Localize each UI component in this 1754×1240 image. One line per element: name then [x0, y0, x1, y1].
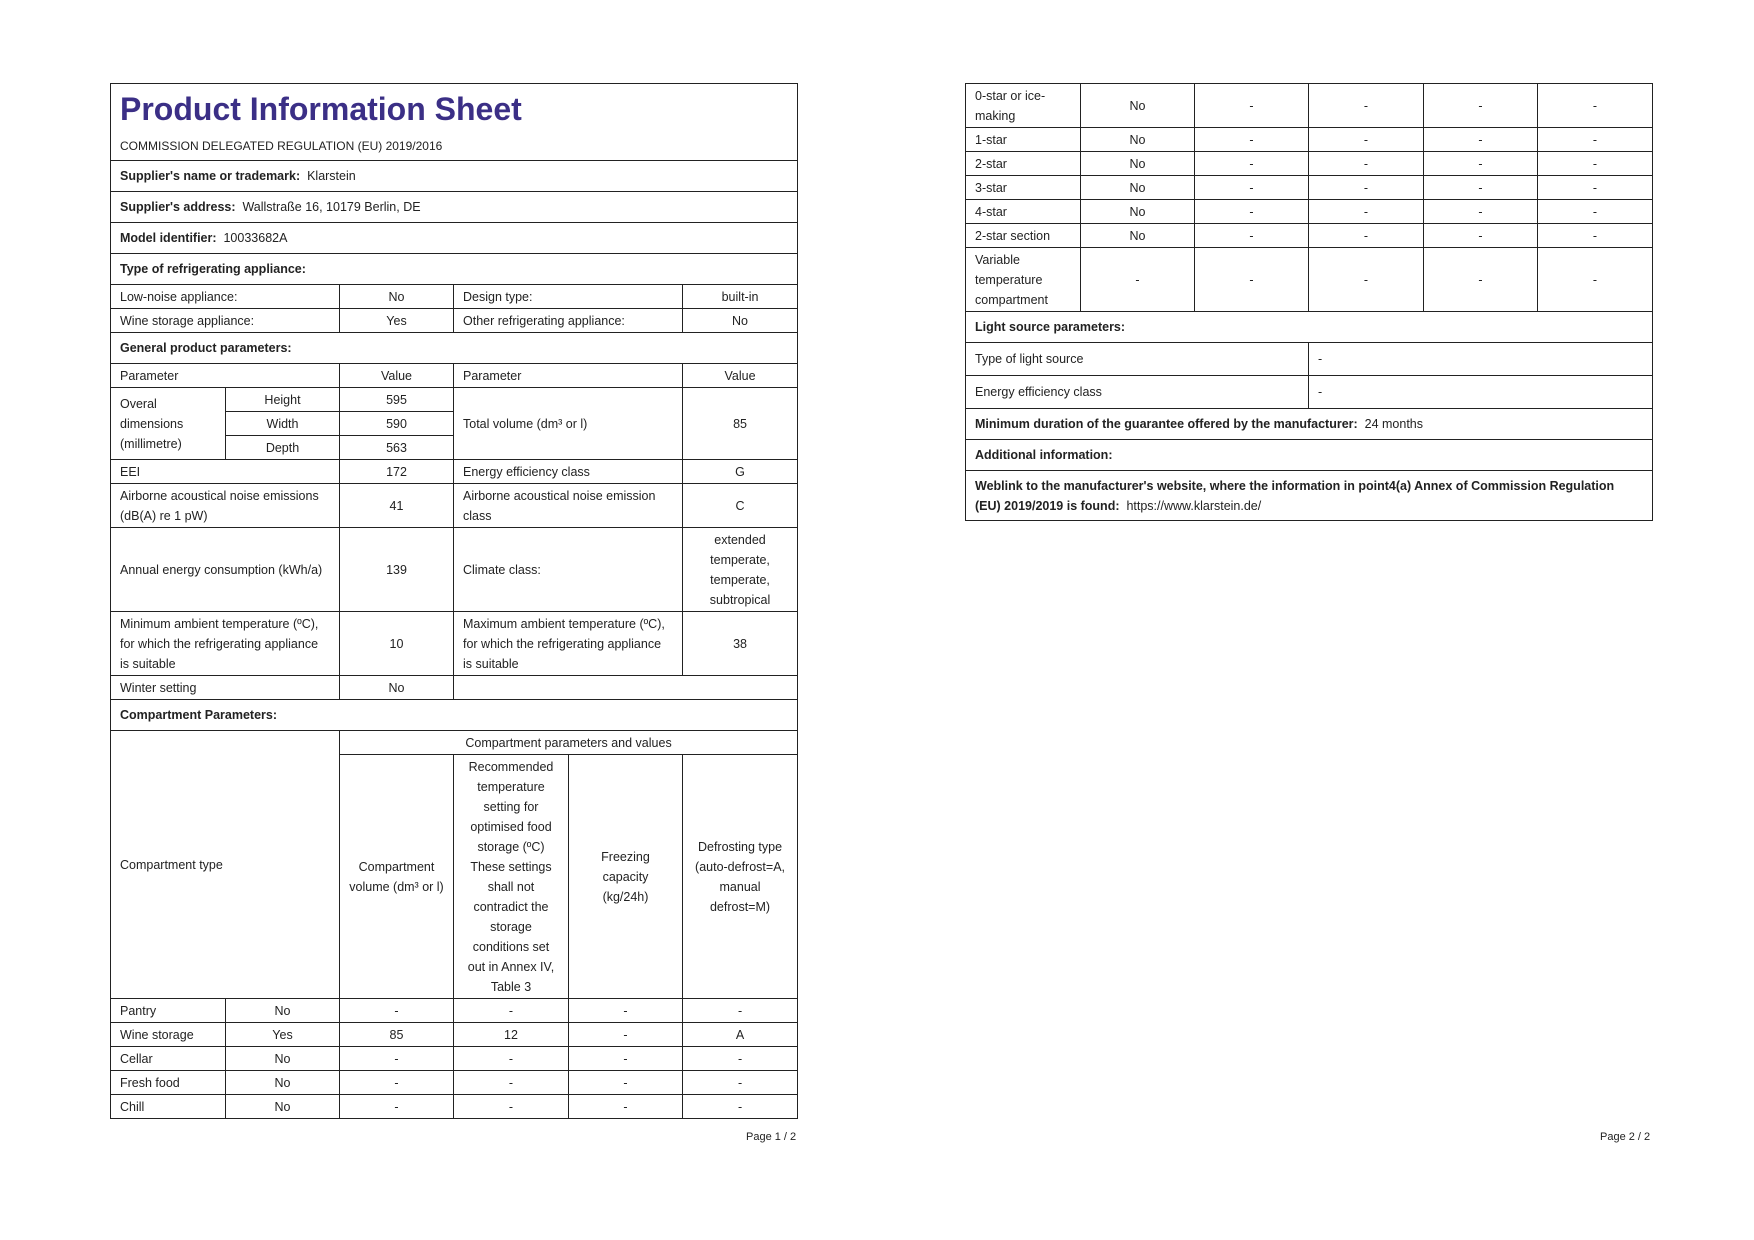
compartment-temperature: 12 — [454, 1023, 569, 1047]
compartment-temperature: - — [1309, 128, 1424, 152]
compartment-name: Variable temperature compartment — [966, 248, 1081, 312]
compartment-freezing: - — [569, 999, 683, 1023]
other-appliance-label: Other refrigerating appliance: — [454, 309, 683, 333]
max-temperature-value: 38 — [683, 612, 798, 676]
wine-storage-label: Wine storage appliance: — [111, 309, 340, 333]
compartment-row — [111, 1095, 798, 1119]
compartment-name: 0-star or ice-making — [966, 84, 1081, 128]
width-value: 590 — [340, 412, 454, 436]
weblink-label: Weblink to the manufacturer's website, where the information in point4(a) Annex of Commission Regulation (EU) 2019/2019 is found: — [975, 478, 1615, 513]
compartment-volume: - — [340, 1047, 454, 1071]
compartment-volume: - — [1195, 200, 1309, 224]
weblink-row — [966, 471, 1653, 521]
compartment-name: 4-star — [966, 200, 1081, 224]
low-noise-label: Low-noise appliance: — [111, 285, 340, 309]
design-type-label: Design type: — [454, 285, 683, 309]
compartment-freezing: - — [569, 1071, 683, 1095]
compartment-volume-header: Compartment volume (dm³ or l) — [340, 755, 454, 999]
compartment-defrost: - — [1538, 152, 1653, 176]
total-volume-value: 85 — [683, 388, 798, 460]
winter-setting-label: Winter setting — [111, 676, 340, 700]
supplier-name-row — [111, 161, 798, 192]
compartment-name: Cellar — [111, 1047, 226, 1071]
compartment-present: No — [226, 1071, 340, 1095]
parameter-column-header: Parameter — [111, 364, 340, 388]
compartment-temperature: - — [1309, 224, 1424, 248]
compartment-row — [966, 128, 1653, 152]
annual-energy-label: Annual energy consumption (kWh/a) — [111, 528, 340, 612]
compartment-name: Wine storage — [111, 1023, 226, 1047]
compartment-row — [966, 248, 1653, 312]
compartment-defrost: - — [683, 1095, 798, 1119]
compartment-temperature: - — [454, 1047, 569, 1071]
light-energy-class-label: Energy efficiency class — [966, 376, 1309, 409]
compartment-present: No — [1081, 200, 1195, 224]
compartment-name: 2-star section — [966, 224, 1081, 248]
value-column-header: Value — [683, 364, 798, 388]
compartment-row — [111, 999, 798, 1023]
regulation-reference: COMMISSION DELEGATED REGULATION (EU) 2019/2016 — [120, 138, 443, 153]
compartment-defrost: - — [1538, 176, 1653, 200]
compartment-row — [966, 200, 1653, 224]
compartment-temperature: - — [1309, 176, 1424, 200]
total-volume-label: Total volume (dm³ or l) — [454, 388, 683, 460]
compartment-defrost: - — [683, 1071, 798, 1095]
compartment-defrost: - — [1538, 128, 1653, 152]
guarantee-row — [966, 409, 1653, 440]
other-appliance-value: No — [683, 309, 798, 333]
compartment-volume: - — [340, 999, 454, 1023]
compartment-volume: - — [1195, 176, 1309, 200]
parameter-column-header: Parameter — [454, 364, 683, 388]
model-identifier-row — [111, 223, 798, 254]
compartment-freezing: - — [1424, 176, 1538, 200]
compartment-defrost: - — [683, 999, 798, 1023]
compartment-present: No — [226, 999, 340, 1023]
compartment-freezing: - — [1424, 224, 1538, 248]
freezing-capacity-header: Freezing capacity (kg/24h) — [569, 755, 683, 999]
width-label: Width — [226, 412, 340, 436]
compartment-volume: 85 — [340, 1023, 454, 1047]
depth-value: 563 — [340, 436, 454, 460]
compartment-volume: - — [340, 1071, 454, 1095]
light-source-type-label: Type of light source — [966, 343, 1309, 376]
compartment-freezing: - — [569, 1095, 683, 1119]
compartment-defrost: - — [1538, 200, 1653, 224]
compartment-name: Fresh food — [111, 1071, 226, 1095]
compartment-volume: - — [340, 1095, 454, 1119]
compartment-freezing: - — [569, 1023, 683, 1047]
sheet-title: Product Information Sheet — [120, 90, 522, 127]
climate-class-label: Climate class: — [454, 528, 683, 612]
guarantee-value: 24 months — [1364, 417, 1424, 431]
min-temperature-label: Minimum ambient temperature (ºC), for which the refrigerating appliance is suitable — [111, 612, 340, 676]
compartment-volume: - — [1195, 84, 1309, 128]
additional-information-heading: Additional information: — [966, 440, 1653, 471]
compartment-name: Pantry — [111, 999, 226, 1023]
supplier-name-label: Supplier's name or trademark: — [120, 169, 301, 183]
energy-class-label: Energy efficiency class — [454, 460, 683, 484]
design-type-value: built-in — [683, 285, 798, 309]
compartment-volume: - — [1195, 224, 1309, 248]
light-source-type-value: - — [1309, 343, 1653, 376]
height-label: Height — [226, 388, 340, 412]
compartment-defrost: A — [683, 1023, 798, 1047]
empty-cell — [454, 676, 798, 700]
compartment-volume: - — [1195, 248, 1309, 312]
compartment-row — [966, 224, 1653, 248]
light-energy-class-value: - — [1309, 376, 1653, 409]
climate-class-value: extended temperate, temperate, subtropical — [683, 528, 798, 612]
supplier-name-value: Klarstein — [307, 169, 356, 183]
page-number: Page 1 / 2 — [746, 1131, 797, 1143]
compartment-temperature: - — [1309, 248, 1424, 312]
value-column-header: Value — [340, 364, 454, 388]
wine-storage-value: Yes — [340, 309, 454, 333]
compartment-name: 2-star — [966, 152, 1081, 176]
noise-class-value: C — [683, 484, 798, 528]
defrosting-type-header: Defrosting type (auto-defrost=A, manual defrost=M) — [683, 755, 798, 999]
compartment-present: Yes — [226, 1023, 340, 1047]
page-number: Page 2 / 2 — [1600, 1131, 1651, 1143]
type-of-appliance-heading: Type of refrigerating appliance: — [111, 254, 798, 285]
compartment-defrost: - — [1538, 84, 1653, 128]
min-temperature-value: 10 — [340, 612, 454, 676]
max-temperature-label: Maximum ambient temperature (ºC), for which the refrigerating appliance is suitable — [454, 612, 683, 676]
compartment-row — [966, 152, 1653, 176]
compartment-volume: - — [1195, 128, 1309, 152]
weblink-value: https://www.klarstein.de/ — [1126, 498, 1262, 513]
model-identifier-label: Model identifier: — [120, 231, 217, 245]
compartment-present: No — [226, 1047, 340, 1071]
compartment-temperature: - — [454, 999, 569, 1023]
compartment-row — [111, 1071, 798, 1095]
compartment-type-header: Compartment type — [111, 731, 340, 999]
compartment-name: Chill — [111, 1095, 226, 1119]
general-parameters-heading: General product parameters: — [111, 333, 798, 364]
supplier-address-row — [111, 192, 798, 223]
compartment-temperature: - — [1309, 152, 1424, 176]
compartment-freezing: - — [1424, 248, 1538, 312]
compartment-row — [111, 1023, 798, 1047]
compartment-defrost: - — [1538, 248, 1653, 312]
product-information-sheet-page-2 — [965, 83, 1653, 521]
compartment-freezing: - — [1424, 84, 1538, 128]
header-cell — [111, 84, 798, 161]
model-identifier-value: 10033682A — [223, 231, 288, 245]
compartment-parameters-heading: Compartment Parameters: — [111, 700, 798, 731]
height-value: 595 — [340, 388, 454, 412]
noise-class-label: Airborne acoustical noise emission class — [454, 484, 683, 528]
compartment-present: No — [1081, 128, 1195, 152]
compartment-defrost: - — [683, 1047, 798, 1071]
depth-label: Depth — [226, 436, 340, 460]
compartment-name: 3-star — [966, 176, 1081, 200]
compartment-present: No — [1081, 152, 1195, 176]
compartment-row — [966, 84, 1653, 128]
guarantee-label: Minimum duration of the guarantee offered by the manufacturer: — [975, 417, 1358, 431]
compartment-freezing: - — [1424, 152, 1538, 176]
product-information-sheet-page-1 — [110, 83, 798, 1119]
eei-label: EEI — [111, 460, 340, 484]
compartment-present: - — [1081, 248, 1195, 312]
compartment-present: No — [1081, 176, 1195, 200]
compartment-temperature: - — [454, 1071, 569, 1095]
compartment-row — [111, 1047, 798, 1071]
winter-setting-value: No — [340, 676, 454, 700]
annual-energy-value: 139 — [340, 528, 454, 612]
eei-value: 172 — [340, 460, 454, 484]
compartment-temperature: - — [454, 1095, 569, 1119]
compartment-freezing: - — [1424, 128, 1538, 152]
compartment-volume: - — [1195, 152, 1309, 176]
supplier-address-label: Supplier's address: — [120, 200, 236, 214]
compartment-name: 1-star — [966, 128, 1081, 152]
compartment-temperature: - — [1309, 84, 1424, 128]
supplier-address-value: Wallstraße 16, 10179 Berlin, DE — [242, 200, 421, 214]
compartment-defrost: - — [1538, 224, 1653, 248]
compartment-group-header: Compartment parameters and values — [340, 731, 798, 755]
compartment-freezing: - — [1424, 200, 1538, 224]
compartment-freezing: - — [569, 1047, 683, 1071]
compartment-present: No — [1081, 84, 1195, 128]
compartment-present: No — [226, 1095, 340, 1119]
recommended-temperature-header: Recommended temperature setting for optimised food storage (ºC) These settings shall not contradict the storage conditions set out in Annex IV, Table 3 — [454, 755, 569, 999]
dimensions-label: Overal dimensions (millimetre) — [111, 388, 226, 460]
noise-emissions-label: Airborne acoustical noise emissions (dB(A) re 1 pW) — [111, 484, 340, 528]
energy-class-value: G — [683, 460, 798, 484]
noise-emissions-value: 41 — [340, 484, 454, 528]
low-noise-value: No — [340, 285, 454, 309]
compartment-row — [966, 176, 1653, 200]
compartment-temperature: - — [1309, 200, 1424, 224]
compartment-present: No — [1081, 224, 1195, 248]
light-source-heading: Light source parameters: — [966, 312, 1653, 343]
